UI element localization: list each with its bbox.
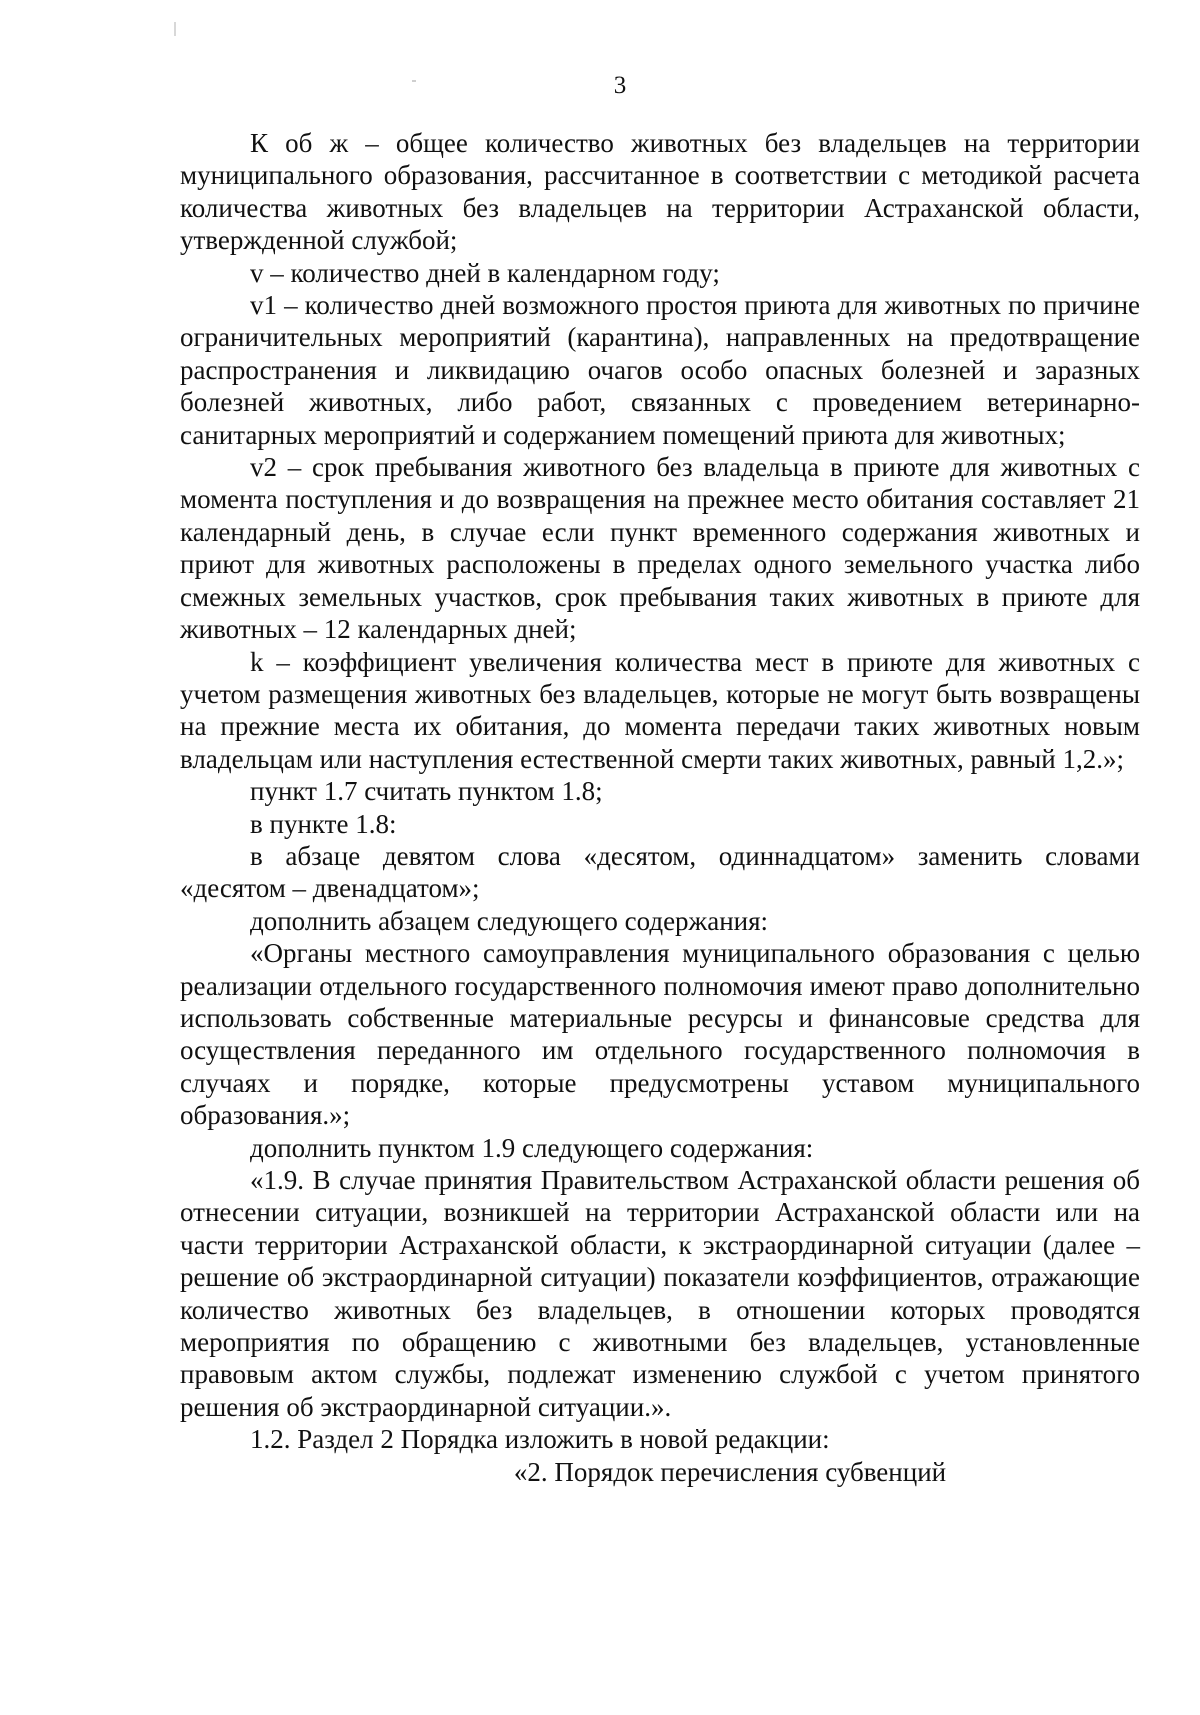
- document-body: [180, 127, 1140, 1488]
- paragraph-add-subparagraph: дополнить абзацем следующего содержания:: [250, 905, 769, 936]
- paragraph-local-government: «Органы местного самоуправления муниципального образования с целью реализации отдельного государственного полномочия имеют право дополнительно использовать собственные материальные ресурсы и финансовые средства для осуществления переданного им отдельного государственного полномочия в случаях и порядке, которые предусмотрены уставом муниципального образования.»;: [180, 938, 1140, 1131]
- page-number: 3: [613, 72, 627, 99]
- paragraph-k-definition: k – коэффициент увеличения количества мест в приюте для животных с учетом размещения животных без владельцев, которые не могут быть возвращены на прежние места их обитания, до момента передачи таких животных новым владельцам или наступления естественной смерти таких животных, равный 1,2.»;: [180, 646, 1140, 774]
- paragraph-v-definition: v – количество дней в календарном году;: [250, 257, 720, 288]
- paragraph-v1-definition: v1 – количество дней возможного простоя приюта для животных по причине ограничительных мероприятий (карантина), направленных на предотвращение распространения и ликвидацию очагов особо опасных болезней и заразных болезней животных, либо работ, связанных с проведением ветеринарно-санитарных мероприятий и содержанием помещений приюта для животных;: [180, 290, 1140, 450]
- paragraph-add-item-1-9: дополнить пунктом 1.9 следующего содержания:: [250, 1132, 814, 1163]
- paragraph-section-2-revision: 1.2. Раздел 2 Порядка изложить в новой редакции:: [250, 1424, 830, 1455]
- scan-artifact: [174, 22, 176, 36]
- paragraph-v2-definition: v2 – срок пребывания животного без владельца в приюте для животных с момента поступления и до возвращения на прежнее место обитания составляет 21 календарный день, в случае если пункт временного содержания животных и приют для животных расположены в пределах одного земельного участка либо смежных земельных участков, срок пребывания таких животных в приюте для животных – 12 календарных дней;: [180, 452, 1140, 645]
- paragraph-in-item-1-8: в пункте 1.8:: [250, 808, 397, 839]
- paragraph-item-1-9-text: «1.9. В случае принятия Правительством Астраханской области решения об отнесении ситуации, возникшей на территории Астраханской области или на части территории Астраханской области, к экстраординарной ситуации (далее – решение об экстраординарной ситуации) показатели коэффициентов, отражающие количество животных без владельцев, в отношении которых проводятся мероприятия по обращению с животными без владельцев, установленные правовым актом службы, подлежат изменению службой с учетом принятого решения об экстраординарной ситуации.».: [180, 1165, 1140, 1422]
- paragraph-k-ob-zh-definition: К об ж – общее количество животных без владельцев на территории муниципального образования, рассчитанное в соответствии с методикой расчета количества животных без владельцев на территории Астраханской области, утвержденной службой;: [180, 128, 1140, 256]
- section-heading-subventions: «2. Порядок перечисления субвенций: [513, 1456, 947, 1487]
- paragraph-ninth-subparagraph: в абзаце девятом слова «десятом, одиннадцатом» заменить словами «десятом – двенадцатом»;: [180, 840, 1140, 904]
- paragraph-renumber-1-7: пункт 1.7 считать пунктом 1.8;: [250, 776, 603, 807]
